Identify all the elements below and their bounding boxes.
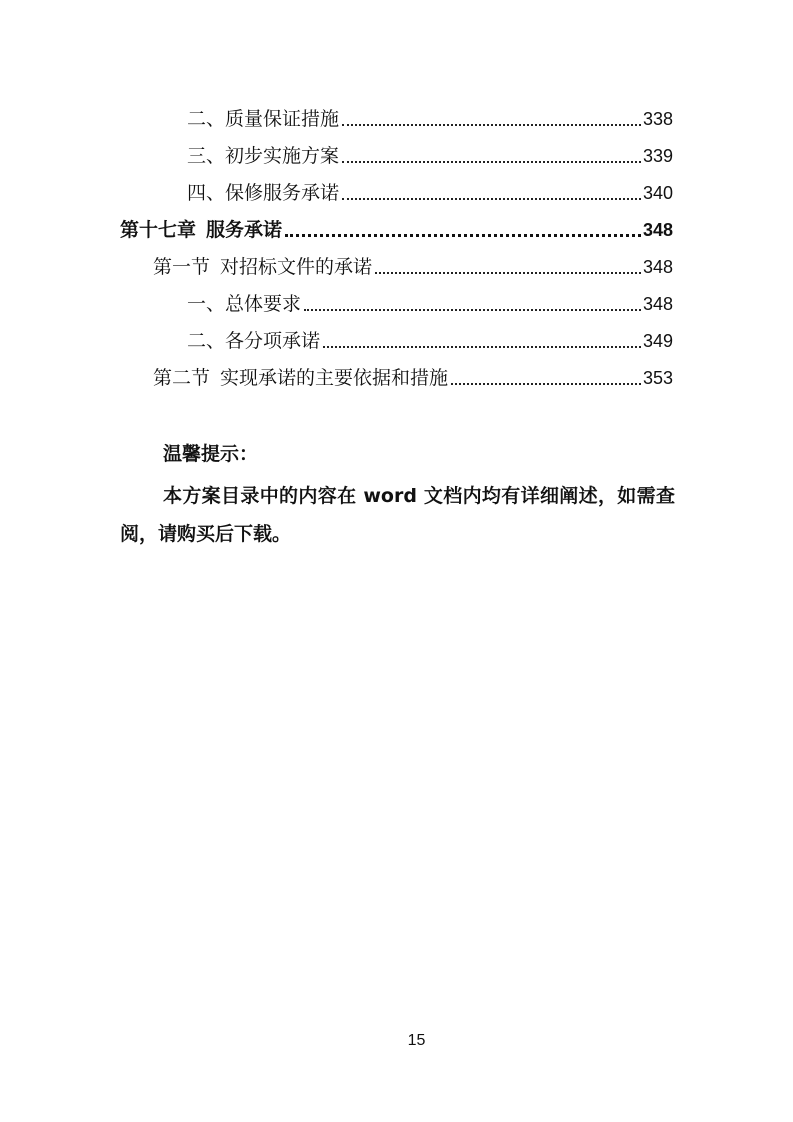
toc-entry-page: 353	[642, 368, 673, 388]
toc-entry[interactable]	[187, 180, 673, 206]
toc-entry-page: 340	[642, 183, 673, 203]
page-number: 15	[407, 1032, 426, 1049]
toc-entry-label: 二、质量保证措施	[187, 108, 340, 130]
toc-section-entry[interactable]	[153, 254, 673, 280]
toc-entry-label: 三、初步实施方案	[187, 145, 340, 167]
toc-entry-page: 339	[642, 146, 673, 166]
toc-entry-label: 二、各分项承诺	[187, 330, 321, 352]
toc-leader-dots	[323, 346, 641, 348]
toc-section-entry[interactable]	[153, 365, 673, 391]
toc-entry[interactable]	[187, 106, 673, 132]
toc-section-title: 实现承诺的主要依据和措施	[220, 367, 449, 389]
toc-leader-dots	[342, 198, 641, 200]
toc-entry-label: 四、保修服务承诺	[187, 182, 340, 204]
toc-leader-dots	[285, 234, 641, 237]
toc-entry-page: 348	[642, 257, 673, 277]
note-title: 温馨提示：	[163, 443, 259, 465]
toc-section-title: 对招标文件的承诺	[220, 256, 373, 278]
note-body: 本方案目录中的内容在 word 文档内均有详细阐述，如需查阅，请购买后下载。	[120, 485, 675, 545]
toc-chapter-title: 服务承诺	[206, 219, 283, 241]
toc-entry-page: 348	[642, 294, 673, 314]
toc-entry-label: 一、总体要求	[187, 293, 302, 315]
toc-entry-page: 338	[642, 109, 673, 129]
toc-entry[interactable]	[187, 328, 673, 354]
toc-entry[interactable]	[187, 291, 673, 317]
toc-entry-page: 349	[642, 331, 673, 351]
toc-leader-dots	[451, 383, 641, 385]
toc-chapter-entry[interactable]	[120, 217, 673, 243]
toc-entry[interactable]	[187, 143, 673, 169]
toc-leader-dots	[342, 161, 641, 163]
toc-leader-dots	[342, 124, 641, 126]
toc-section-number: 第二节	[153, 367, 211, 389]
toc-section-number: 第一节	[153, 256, 211, 278]
toc-chapter-number: 第十七章	[120, 219, 197, 241]
toc-entry-page: 348	[642, 220, 673, 240]
toc-leader-dots	[304, 309, 641, 311]
toc-leader-dots	[375, 272, 641, 274]
